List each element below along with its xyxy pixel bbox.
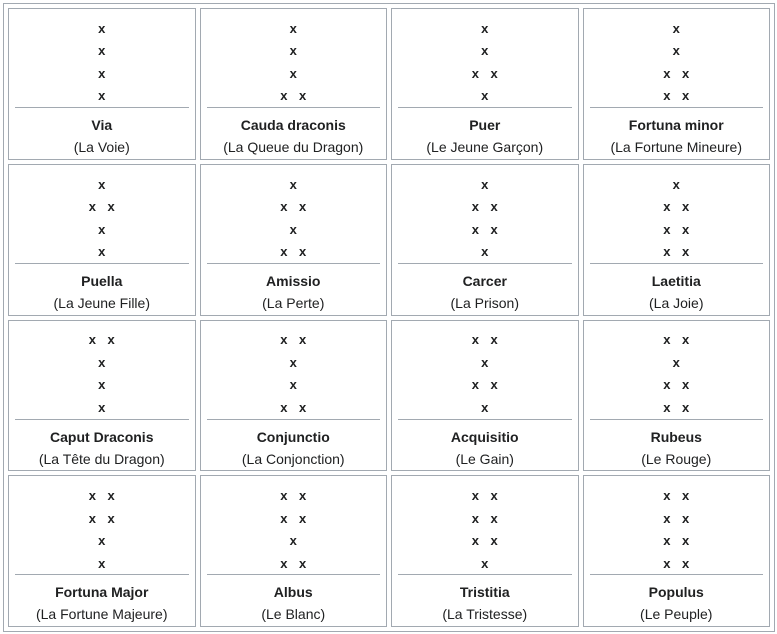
- figure-name: Tristitia: [459, 584, 510, 601]
- figure-line: x: [98, 65, 106, 81]
- geomantic-figure: [15, 15, 189, 107]
- figure-translation: (La Fortune Mineure): [610, 139, 742, 155]
- figure-line: x x: [663, 555, 690, 571]
- figure-name: Caput Draconis: [50, 428, 154, 445]
- figure-line: x x: [280, 488, 307, 503]
- figure-line: x x: [471, 377, 498, 393]
- figure-line: x: [98, 88, 106, 104]
- figure-line: x: [98, 176, 106, 192]
- figure-cell: [583, 164, 771, 316]
- figure-cell: [8, 8, 196, 160]
- divider: [398, 419, 572, 420]
- figure-line: x: [481, 244, 489, 259]
- geomantic-figure: [590, 171, 764, 263]
- figure-line: x x: [88, 332, 115, 348]
- divider: [15, 107, 189, 108]
- figure-cell: [8, 475, 196, 627]
- figure-line: x: [289, 176, 297, 192]
- figure-line: x x: [280, 244, 307, 259]
- figure-line: x: [98, 354, 106, 370]
- figure-translation: (Le Rouge): [641, 450, 712, 467]
- divider: [207, 107, 381, 108]
- figure-translation: (La Voie): [73, 139, 130, 155]
- figure-translation: (La Tête du Dragon): [38, 450, 165, 467]
- figure-line: x: [672, 20, 680, 36]
- geomantic-figure: [207, 482, 381, 574]
- figure-name: Laetitia: [651, 272, 701, 289]
- figure-name: Amissio: [266, 272, 321, 289]
- figure-line: x: [481, 43, 489, 59]
- figure-line: x x: [280, 88, 307, 104]
- figure-name: Via: [91, 117, 113, 133]
- divider: [590, 574, 764, 575]
- figure-name: Puella: [81, 272, 123, 289]
- geomantic-figures-table: [3, 3, 775, 632]
- figure-cell: [200, 320, 388, 472]
- geomantic-figure: [590, 482, 764, 574]
- figure-line: x x: [471, 221, 498, 237]
- figure-line: x: [289, 65, 297, 81]
- divider: [398, 574, 572, 575]
- figure-line: x x: [663, 533, 690, 548]
- figure-cell: [391, 475, 579, 627]
- figure-line: x x: [663, 377, 690, 393]
- figure-line: x x: [280, 510, 307, 526]
- figure-line: x x: [663, 510, 690, 526]
- figure-cell: [583, 320, 771, 472]
- figure-line: x x: [88, 488, 115, 503]
- figure-line: x: [289, 20, 297, 36]
- figure-cell: [8, 320, 196, 472]
- figure-line: x x: [471, 533, 498, 548]
- figure-line: x x: [280, 332, 307, 348]
- figure-line: x x: [663, 88, 690, 104]
- figure-translation: (La Fortune Majeure): [35, 606, 168, 623]
- figure-line: x: [98, 377, 106, 393]
- figure-line: x: [289, 377, 297, 393]
- figure-line: x x: [663, 488, 690, 503]
- figure-line: x: [672, 176, 680, 192]
- figure-name: Carcer: [462, 272, 507, 289]
- divider: [590, 419, 764, 420]
- figure-line: x: [289, 221, 297, 237]
- figure-line: x: [481, 555, 489, 571]
- geomantic-figure: [590, 15, 764, 107]
- figure-line: x: [98, 399, 106, 415]
- divider: [207, 419, 381, 420]
- figure-line: x x: [280, 399, 307, 415]
- figure-cell: [583, 8, 771, 160]
- figure-line: x x: [663, 244, 690, 259]
- figure-name: Populus: [648, 584, 704, 601]
- figure-line: x x: [471, 199, 498, 214]
- figure-cell: [583, 475, 771, 627]
- figure-line: x x: [471, 65, 498, 81]
- figure-line: x x: [280, 555, 307, 571]
- divider: [590, 107, 764, 108]
- figure-translation: (Le Jeune Garçon): [426, 139, 544, 155]
- figure-name: Rubeus: [650, 428, 702, 445]
- figure-cell: [391, 164, 579, 316]
- figure-translation: (Le Peuple): [640, 606, 713, 623]
- figure-line: x: [481, 354, 489, 370]
- figure-translation: (La Queue du Dragon): [223, 139, 364, 155]
- figure-line: x x: [471, 332, 498, 348]
- figure-line: x: [98, 221, 106, 237]
- geomantic-figure: [398, 327, 572, 419]
- geomantic-figure: [207, 15, 381, 107]
- figure-line: x: [98, 533, 106, 548]
- figure-name: Conjunctio: [256, 428, 330, 445]
- figure-translation: (La Conjonction): [241, 450, 345, 467]
- divider: [15, 419, 189, 420]
- divider: [207, 263, 381, 264]
- geomantic-figure: [398, 171, 572, 263]
- figure-line: x: [481, 88, 489, 104]
- figure-line: x: [289, 354, 297, 370]
- geomantic-figure: [207, 171, 381, 263]
- figure-line: x x: [88, 510, 115, 526]
- figure-name: Acquisitio: [450, 428, 519, 445]
- divider: [590, 263, 764, 264]
- figure-translation: (La Prison): [450, 294, 519, 311]
- figure-translation: (La Perte): [262, 294, 325, 311]
- figure-line: x x: [663, 221, 690, 237]
- figure-cell: [8, 164, 196, 316]
- figure-translation: (La Tristesse): [442, 606, 528, 623]
- figure-name: Fortuna Major: [55, 584, 149, 601]
- divider: [398, 107, 572, 108]
- figure-translation: (La Jeune Fille): [53, 294, 150, 311]
- figure-line: x: [481, 399, 489, 415]
- geomantic-figure: [398, 482, 572, 574]
- figure-cell: [200, 8, 388, 160]
- figure-line: x: [289, 533, 297, 548]
- figure-name: Puer: [469, 117, 501, 133]
- figure-cell: [391, 8, 579, 160]
- figure-line: x: [481, 176, 489, 192]
- figure-translation: (Le Blanc): [261, 606, 326, 623]
- geomantic-figure: [207, 327, 381, 419]
- figure-line: x: [98, 555, 106, 571]
- figure-line: x: [98, 43, 106, 59]
- figure-line: x x: [280, 199, 307, 214]
- figure-name: Cauda draconis: [240, 117, 346, 133]
- figure-line: x: [481, 20, 489, 36]
- geomantic-figure: [590, 327, 764, 419]
- figure-line: x x: [471, 488, 498, 503]
- figure-cell: [200, 164, 388, 316]
- divider: [15, 263, 189, 264]
- figure-name: Albus: [273, 584, 313, 601]
- figure-translation: (La Joie): [649, 294, 704, 311]
- figure-line: x x: [663, 65, 690, 81]
- geomantic-figure: [15, 171, 189, 263]
- figure-line: x x: [663, 332, 690, 348]
- figure-line: x: [289, 43, 297, 59]
- figure-line: x: [672, 43, 680, 59]
- figure-cell: [200, 475, 388, 627]
- figure-name: Fortuna minor: [628, 117, 724, 133]
- figure-cell: [391, 320, 579, 472]
- divider: [207, 574, 381, 575]
- figure-line: x x: [663, 399, 690, 415]
- divider: [15, 574, 189, 575]
- geomantic-figure: [398, 15, 572, 107]
- figure-line: x x: [663, 199, 690, 214]
- figure-line: x: [98, 20, 106, 36]
- geomantic-figure: [15, 482, 189, 574]
- figure-line: x x: [471, 510, 498, 526]
- geomantic-figure: [15, 327, 189, 419]
- figure-line: x x: [88, 199, 115, 214]
- figure-line: x: [98, 244, 106, 259]
- figure-line: x: [672, 354, 680, 370]
- divider: [398, 263, 572, 264]
- figure-translation: (Le Gain): [455, 450, 514, 467]
